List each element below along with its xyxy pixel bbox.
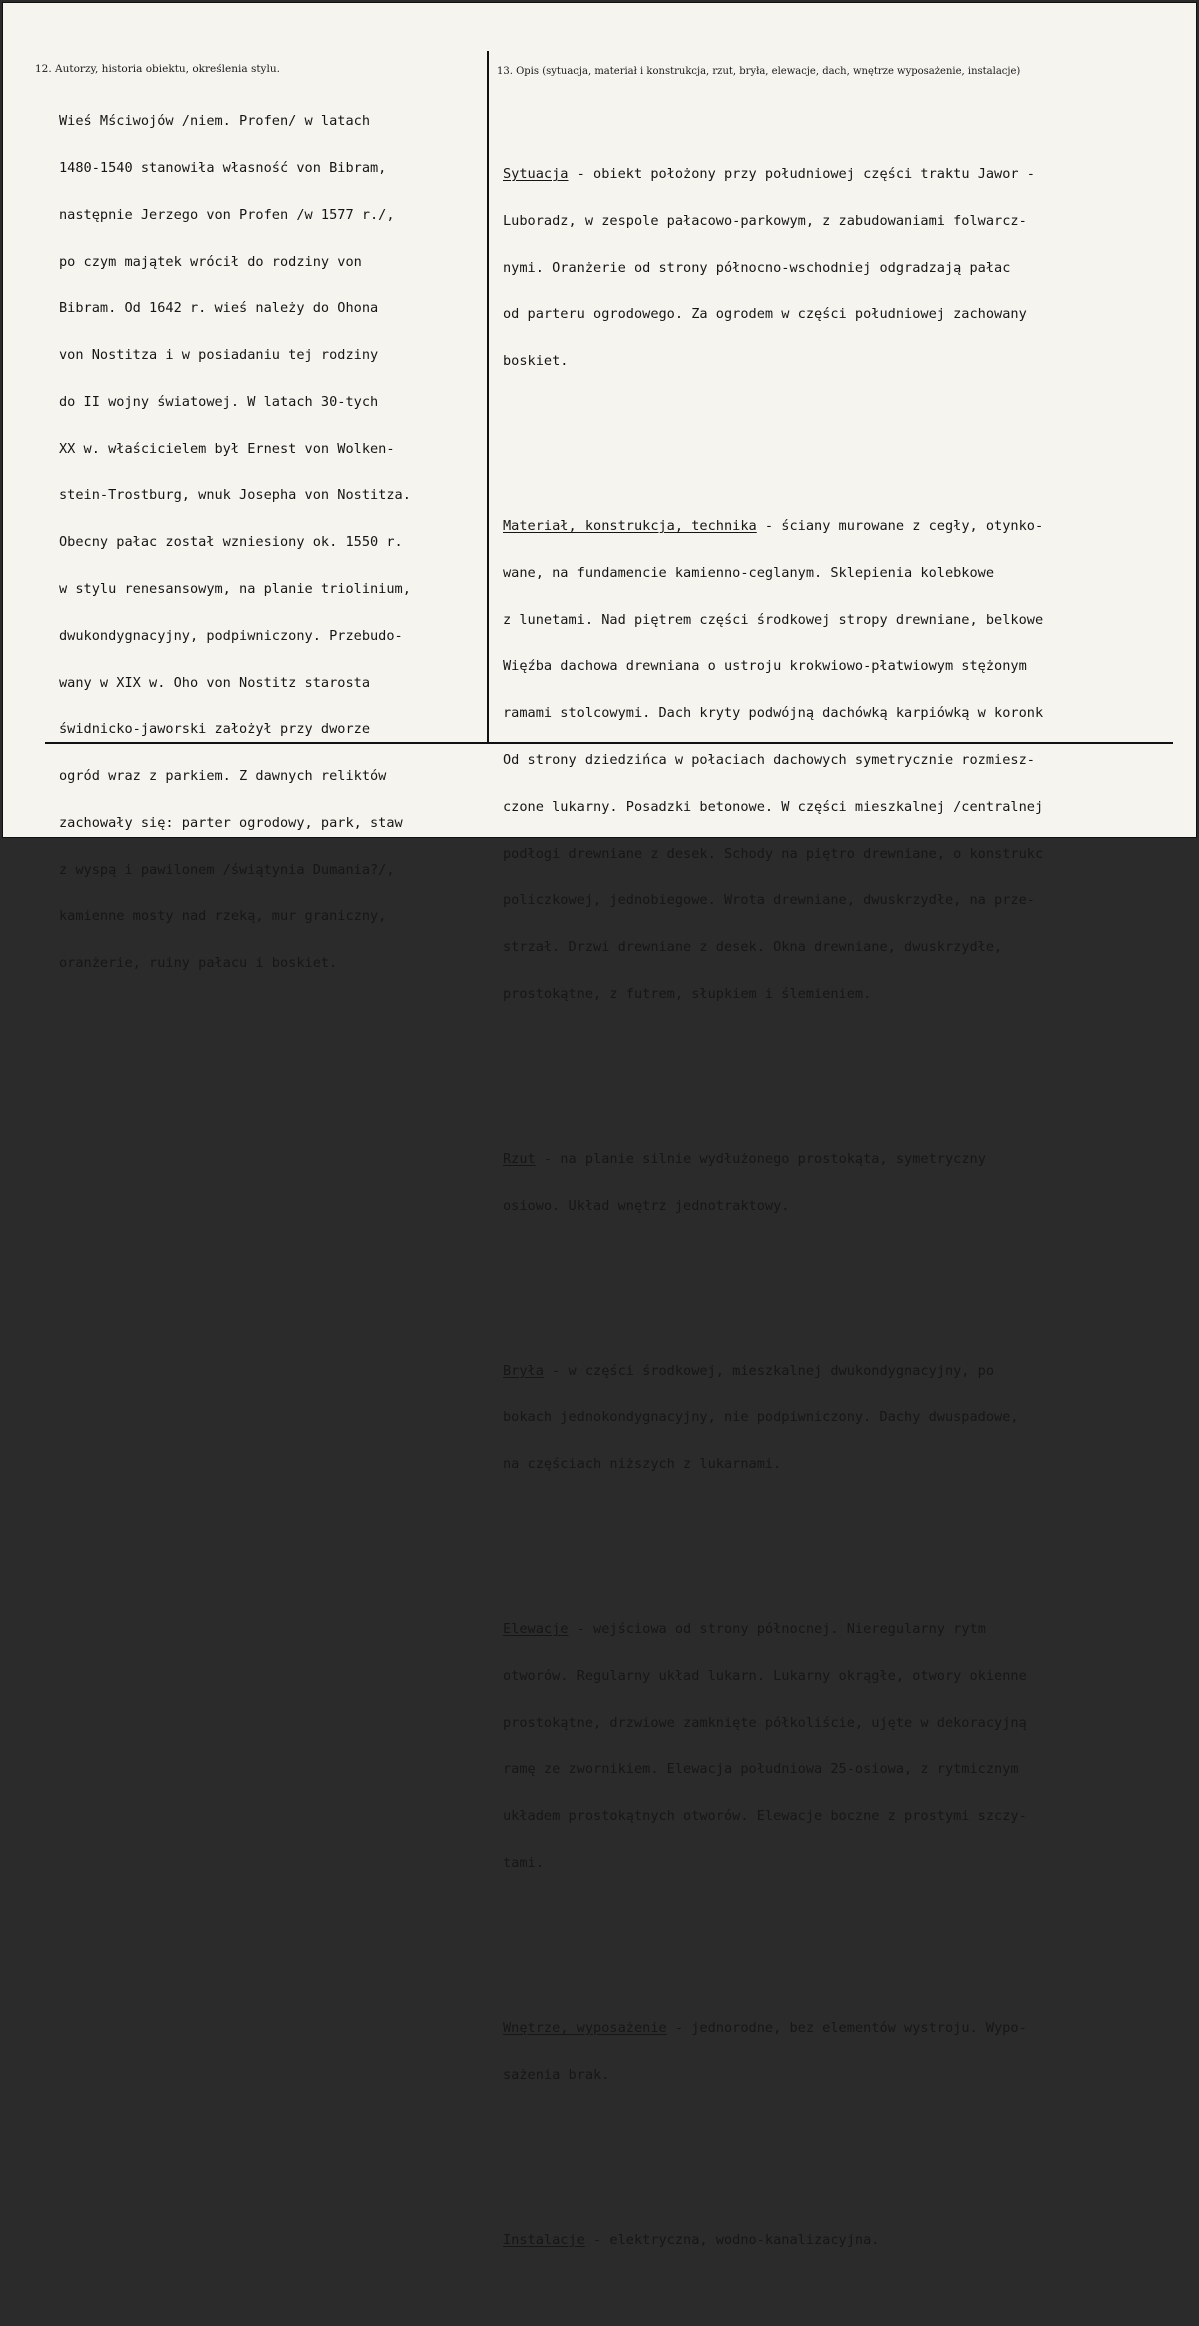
section-line: podłogi drewniane z desek. Schody na piętro drewniane, o konstrukc <box>503 845 1044 862</box>
section-line: na częściach niższych z lukarnami. <box>503 1456 782 1473</box>
section-line: wane, na fundamencie kamienno-ceglanym. Sklepienia kolebkowe <box>503 564 995 581</box>
history-line: z wyspą i pawilonem /świątynia Dumania?/, <box>59 861 395 878</box>
section-line: z lunetami. Nad piętrem części środkowej stropy drewniane, belkowe <box>503 611 1044 628</box>
history-line: XX w. właścicielem był Ernest von Wolken- <box>59 440 395 457</box>
history-line: stein-Trostburg, wnuk Josepha von Nostitza. <box>59 487 411 504</box>
record-card <box>2 2 1197 2248</box>
section-line: sażenia brak. <box>503 2066 610 2083</box>
section-line: policzkowej, jednobiegowe. Wrota drewniane, dwuskrzydłe, na prze- <box>503 892 1035 909</box>
section-rzut <box>503 1121 1043 1246</box>
history-line: 1480-1540 stanowiła własność von Bibram, <box>59 159 387 176</box>
section-13-header: 13. Opis (sytuacja, materiał i konstrukcja, rzut, bryła, elewacje, dach, wnętrze wyposażenie, instalacje) <box>497 66 1021 77</box>
section-line: ramami stolcowymi. Dach kryty podwójną dachówką karpiówką w koronk <box>503 705 1044 722</box>
section-line: Luboradz, w zespole pałacowo-parkowym, z zabudowaniami folwarcz- <box>503 212 1027 229</box>
history-line: następnie Jerzego von Profen /w 1577 r./, <box>59 206 395 223</box>
section-line: otworów. Regularny układ lukarn. Lukarny okrągłe, otwory okienne <box>503 1667 1027 1684</box>
history-line: zachowały się: parter ogrodowy, park, staw <box>59 814 403 831</box>
section-sytuacja <box>503 136 1043 401</box>
section-line: nymi. Oranżerie od strony północno-wschodniej odgradzają pałac <box>503 259 1011 276</box>
section-text: - na planie silnie wydłużonego prostokąta, symetryczny <box>535 1150 986 1167</box>
section-line: układem prostokątnych otworów. Elewacje boczne z prostymi szczy- <box>503 1808 1027 1825</box>
section-line: prostokątne, z futrem, słupkiem i ślemieniem. <box>503 985 872 1002</box>
section-text: - obiekt położony przy południowej części traktu Jawor - <box>568 165 1035 182</box>
history-line: Obecny pałac został wzniesiony ok. 1550 r. <box>59 534 403 551</box>
section-material <box>503 488 1043 1034</box>
history-line: świdnicko-jaworski założył przy dworze <box>59 721 370 738</box>
section-wnetrze <box>503 1990 1043 2115</box>
section-text: - elektryczna, wodno-kanalizacyjna. <box>584 2231 880 2248</box>
section-line: Od strony dziedzińca w połaciach dachowych symetrycznie rozmiesz- <box>503 751 1035 768</box>
history-line: po czym majątek wrócił do rodziny von <box>59 253 362 270</box>
history-line: Bibram. Od 1642 r. wieś należy do Ohona <box>59 300 379 317</box>
section-bryla <box>503 1332 1043 1504</box>
history-line: von Nostitza i w posiadaniu tej rodziny <box>59 347 379 364</box>
section-heading: Bryła <box>503 1362 544 1379</box>
history-line: do II wojny światowej. W latach 30-tych <box>59 393 379 410</box>
section-line: czone lukarny. Posadzki betonowe. W części mieszkalnej /centralnej <box>503 798 1044 815</box>
section-line: od parteru ogrodowego. Za ogrodem w części południowej zachowany <box>503 306 1027 323</box>
section-text: - jednorodne, bez elementów wystroju. Wypo- <box>666 2019 1027 2036</box>
section-heading: Instalacje <box>503 2231 585 2248</box>
section-text: - wejściowa od strony północnej. Nieregularny rytm <box>568 1621 986 1637</box>
section-heading: Elewacje <box>503 1621 569 1637</box>
section-line: strzał. Drzwi drewniane z desek. Okna drewniane, dwuskrzydłe, <box>503 939 1003 956</box>
section-line: tami. <box>503 1854 544 1871</box>
section-line: osiowo. Układ wnętrz jednotraktowy. <box>503 1197 790 1214</box>
section-heading: Wnętrze, wyposażenie <box>503 2019 667 2036</box>
section-line: bokach jednokondygnacyjny, nie podpiwniczony. Dachy dwuspadowe, <box>503 1409 1019 1426</box>
history-line: w stylu renesansowym, na planie triolinium, <box>59 581 411 597</box>
description-text <box>503 89 1043 2326</box>
section-text: - w części środkowej, mieszkalnej dwukondygnacyjny, po <box>543 1362 995 1379</box>
history-line: kamienne mosty nad rzeką, mur graniczny, <box>59 908 387 925</box>
history-text <box>59 83 411 1003</box>
section-heading: Materiał, konstrukcja, technika <box>503 518 757 535</box>
history-line: wany w XIX w. Oho von Nostitz starosta <box>59 674 370 691</box>
section-line: Więźba dachowa drewniana o ustroju krokwiowo-płatwiowym stężonym <box>503 658 1027 675</box>
section-line: boskiet. <box>503 353 569 370</box>
section-text: - ściany murowane z cegły, otynko- <box>756 518 1044 535</box>
section-elewacje <box>503 1591 1043 1903</box>
section-line: ramę ze zwornikiem. Elewacja południowa 25-osiowa, z rytmicznym <box>503 1761 1019 1778</box>
section-12-header: 12. Autorzy, historia obiektu, określenia stylu. <box>35 63 280 75</box>
section-heading: Rzut <box>503 1150 536 1167</box>
history-line: Wieś Mściwojów /niem. Profen/ w latach <box>59 113 370 130</box>
section-instalacje <box>503 2201 1043 2279</box>
history-line: ogród wraz z parkiem. Z dawnych reliktów <box>59 768 387 785</box>
column-divider <box>487 51 489 743</box>
section-line: prostokątne, drzwiowe zamknięte półkoliście, ujęte w dekoracyjną <box>503 1714 1027 1731</box>
section-heading: Sytuacja <box>503 165 569 182</box>
history-line: dwukondygnacyjny, podpiwniczony. Przebudo- <box>59 627 403 644</box>
history-line: oranżerie, ruiny pałacu i boskiet. <box>59 955 338 972</box>
